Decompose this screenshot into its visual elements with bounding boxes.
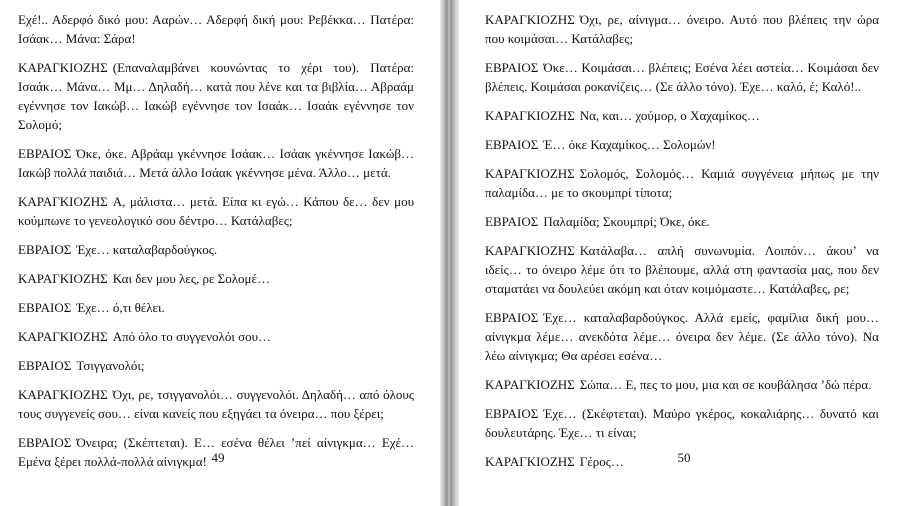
speaker-name: ΚΑΡΑΓΚΙΟΖΗΣ — [485, 454, 575, 469]
speaker-name: ΕΒΡΑΙΟΣ — [18, 435, 72, 450]
dialogue-text: Παλαμίδα; Σκουμπρί; Όκε, όκε. — [543, 214, 710, 229]
speaker-name: ΕΒΡΑΙΟΣ — [485, 214, 539, 229]
speaker-name: ΕΒΡΑΙΟΣ — [18, 146, 72, 161]
dialogue-text: Όκε… Κοιμάσαι… βλέπεις; Εσένα λέει αστεία… Κοιμάσαι δεν βλέπεις. Κοιμάσαι ροκανίζεις… (Σε άλλο τόνο). Έχε… καλό, έ; Καλό!.. — [485, 60, 879, 94]
dialogue-paragraph — [18, 240, 414, 259]
book-spine-gutter — [440, 0, 459, 506]
speaker-name: ΕΒΡΑΙΟΣ — [485, 60, 539, 75]
dialogue-text: Όχι, ρε, τσιγγανολόι… συγγενολόι. Δηλαδή… από όλους τους συγγενείς σου… είναι κανείς που εξηγάει τα όνειρα… που ξέρει; — [18, 387, 414, 421]
dialogue-text: Όχι, ρε, αίνιγμα… όνειρο. Αυτό που βλέπεις την ώρα που κοιμάσαι… Κατάλαβες; — [485, 12, 879, 46]
dialogue-paragraph — [485, 164, 879, 202]
speaker-name: ΕΒΡΑΙΟΣ — [18, 300, 72, 315]
left-page-text — [18, 10, 414, 471]
dialogue-paragraph — [18, 269, 414, 288]
dialogue-text: Από όλο το συγγενολόι σου… — [112, 329, 272, 344]
page-number-right: 50 — [677, 450, 691, 465]
dialogue-paragraph — [485, 375, 879, 394]
dialogue-text: Όκε, όκε. Αβράαμ γκέννησε Ισάακ… Ισάακ γκέννησε Ιακώβ… Ιακώβ πολλά παιδιά… Μετά άλλο Ισάακ γκέννησε μένα. Άλλο… μετά. — [18, 146, 414, 180]
dialogue-paragraph — [18, 144, 414, 182]
dialogue-text: (Επαναλαμβάνει κουνώντας το χέρι του). Πατέρα: Ισαάκ… Μάνα… Μμ… Δηλαδή… κατά που λένε και τα βιβλία… Αβραάμ εγέννησε τον Ιακώβ… Ιακώβ εγέννησε τον Ισαάκ… Ισαάκ εγέννησε τον Σολομό; — [18, 60, 414, 132]
speaker-name: ΚΑΡΑΓΚΙΟΖΗΣ — [485, 108, 575, 123]
dialogue-paragraph — [18, 385, 414, 423]
dialogue-paragraph — [18, 298, 414, 317]
speaker-name: ΕΒΡΑΙΟΣ — [485, 406, 539, 421]
dialogue-text: Τσιγγανολόι; — [76, 358, 145, 373]
dialogue-paragraph — [18, 192, 414, 230]
dialogue-paragraph — [18, 58, 414, 134]
dialogue-text: Κατάλαβα… απλή συνωνυμία. Λοιπόν… άκου’ να ιδείς… το όνειρο λέμε ότι το βλέπουμε, αλλά στη φαντασία μας, που δεν σταματάει να δουλεύει ακόμη και όταν κοιμόμαστε… Κατάλαβες, ρε; — [485, 243, 879, 296]
dialogue-paragraph — [485, 106, 879, 125]
speaker-name: ΕΒΡΑΙΟΣ — [18, 358, 72, 373]
dialogue-paragraph — [485, 135, 879, 154]
dialogue-text: Έχε… ό,τι θέλει. — [76, 300, 165, 315]
dialogue-text: Και δεν μου λες, ρε Σολομέ… — [112, 271, 270, 286]
dialogue-paragraph — [485, 10, 879, 48]
dialogue-paragraph — [18, 327, 414, 346]
page-number-left: 49 — [211, 450, 225, 465]
speaker-name: ΚΑΡΑΓΚΙΟΖΗΣ — [18, 60, 108, 75]
dialogue-paragraph — [485, 404, 879, 442]
dialogue-text: Γέρος… — [579, 454, 624, 469]
speaker-name: ΚΑΡΑΓΚΙΟΖΗΣ — [18, 194, 108, 209]
speaker-name: ΕΒΡΑΙΟΣ — [18, 242, 72, 257]
dialogue-paragraph — [485, 212, 879, 231]
speaker-name: ΕΒΡΑΙΟΣ — [485, 137, 539, 152]
left-page — [0, 0, 440, 506]
dialogue-paragraph — [485, 58, 879, 96]
right-page-text — [485, 10, 879, 471]
dialogue-paragraph — [18, 10, 414, 48]
dialogue-text: Σώπα… Ε, πες το μου, μια και σε κουβάλησα ’δώ πέρα. — [579, 377, 872, 392]
dialogue-paragraph — [485, 308, 879, 365]
dialogue-text: Έ… όκε Καχαμίκος… Σολομών! — [543, 137, 716, 152]
speaker-name: ΚΑΡΑΓΚΙΟΖΗΣ — [485, 243, 575, 258]
speaker-name: ΚΑΡΑΓΚΙΟΖΗΣ — [485, 12, 575, 27]
dialogue-text: Σολομός, Σολομός… Καμιά συγγένεια μήπως με την παλαμίδα… με το σκουμπρί τίποτα; — [485, 166, 879, 200]
dialogue-text: Έχε… καταλαβαρδούγκος. — [76, 242, 218, 257]
dialogue-text: Έχε… καταλαβαρδούγκος. Αλλά εμείς, φαμίλια δική μου… αίνιγκμα λέμε… ανεκδότα λέμε… όνειρα δεν λέμε. (Σε άλλο τόνο). Να λέω αίνιγκμα; Θα αρέσει εσένα… — [485, 310, 879, 363]
dialogue-text: Α, μάλιστα… μετά. Είπα κι εγώ… Κάπου δε… δεν μου κούμπωνε το γενεολογικό σου δέντρο… Κατάλαβες; — [18, 194, 414, 228]
dialogue-text: Εχέ!.. Αδερφό δικό μου: Ααρών… Αδερφή δική μου: Ρεβέκκα… Πατέρα: Ισάακ… Μάνα: Σάρα! — [18, 12, 414, 46]
right-page — [459, 0, 901, 506]
speaker-name: ΚΑΡΑΓΚΙΟΖΗΣ — [18, 329, 108, 344]
dialogue-paragraph — [485, 241, 879, 298]
dialogue-text: Όνειρα; (Σκέπτεται). Ε… εσένα θέλει ’πεί αίνιγκμα… Εχέ… Εμένα ξέρει πολλά-πολλά αίνιγκμα! — [18, 435, 414, 469]
speaker-name: ΚΑΡΑΓΚΙΟΖΗΣ — [485, 377, 575, 392]
speaker-name: ΕΒΡΑΙΟΣ — [485, 310, 539, 325]
speaker-name: ΚΑΡΑΓΚΙΟΖΗΣ — [485, 166, 575, 181]
dialogue-paragraph — [18, 356, 414, 375]
speaker-name: ΚΑΡΑΓΚΙΟΖΗΣ — [18, 387, 108, 402]
dialogue-text: Να, και… χούμορ, ο Χαχαμίκος… — [579, 108, 760, 123]
speaker-name: ΚΑΡΑΓΚΙΟΖΗΣ — [18, 271, 108, 286]
dialogue-text: Έχε… (Σκέφτεται). Μαύρο γκέρος, κοκαλιάρης… δυνατό και δουλευτάρης. Έχε… τι είναι; — [485, 406, 879, 440]
